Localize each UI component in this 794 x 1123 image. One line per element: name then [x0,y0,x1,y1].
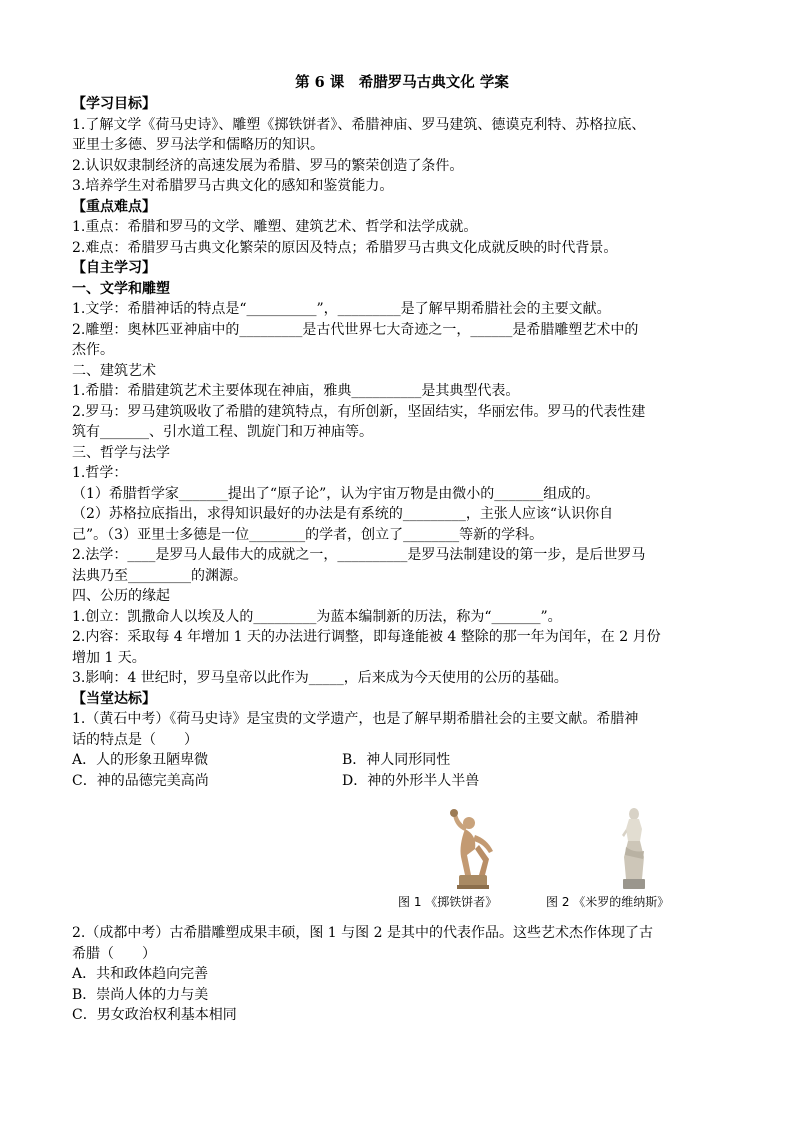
figure-venus-de-milo-image [614,805,654,891]
self-line: 2.罗马：罗马建筑吸收了希腊的建筑特点，有所创新，坚固结实，华丽宏伟。罗马的代表性建 [72,403,646,420]
option-a: A．人的形象丑陋卑微 [72,752,209,768]
option-a: A．共和政体趋向完善 [72,966,209,982]
goal-line: 亚里士多德、罗马法学和儒略历的知识。 [72,137,324,153]
section-heading-goals: 【学习目标】 [72,96,156,112]
question-2-stem: 希腊（ ） [72,945,156,962]
option-c: C．神的品德完美高尚 [72,772,209,789]
self-line: 1.哲学： [72,465,128,481]
self-line: 1.希腊：希腊建筑艺术主要体现在神庙，雅典__________是其典型代表。 [72,383,520,399]
self-line: 法典乃至_________的渊源。 [72,567,247,584]
self-line: 2.雕塑：奥林匹亚神庙中的_________是古代世界七大奇迹之一，______是希腊雕塑艺术中的 [72,321,639,338]
question-1-options-row [72,771,732,792]
worksheet-page [72,72,732,1026]
option-d: D．神的外形半人半兽 [342,772,480,789]
page-title: 第 6 课 希腊罗马古典文化 学案 [295,74,509,91]
option-b: B．崇尚人体的力与美 [72,986,209,1003]
self-line: 杰作。 [72,342,114,358]
self-line: （1）希腊哲学家_______提出了“原子论”，认为宇宙万物是由微小的_______组成的。 [72,485,600,502]
self-line: 筑有_______、引水道工程、凯旋门和万神庙等。 [72,424,373,440]
question-2-stem: 2.（成都中考）古希腊雕塑成果丰硕，图 1 与图 2 是其中的代表作品。这些艺术杰作体现了古 [72,925,653,941]
goal-line: 2.认识奴隶制经济的高速发展为希腊、罗马的繁荣创造了条件。 [72,157,464,174]
section-heading-self-study: 【自主学习】 [72,260,156,276]
section-heading-in-class: 【当堂达标】 [72,690,156,707]
question-1-stem: 话的特点是（ ） [72,731,198,748]
self-line: 2.法学：____是罗马人最伟大的成就之一，__________是罗马法制建设的第一步，是后世罗马 [72,547,646,563]
figure-2-caption: 图 2 《米罗的维纳斯》 [546,895,670,909]
key-line: 2.难点：希腊罗马古典文化繁荣的原因及特点；希腊罗马古典文化成就反映的时代背景。 [72,239,618,256]
option-c: C．男女政治权利基本相同 [72,1007,237,1023]
self-line: 1.创立：凯撒命人以埃及人的_________为蓝本编制新的历法，称为“_______”。 [72,608,562,625]
option-b: B．神人同形同性 [342,752,451,768]
question-1-options-row [72,750,732,771]
subheading-architecture: 二、建筑艺术 [72,362,156,379]
subheading-calendar: 四、公历的缘起 [72,588,170,604]
self-line: 3.影响：4 世纪时，罗马皇帝以此作为_____，后来成为今天使用的公历的基础。 [72,670,568,686]
section-heading-key: 【重点难点】 [72,198,156,215]
self-line: 己”。（3）亚里士多德是一位________的学者，创立了________等新的学科。 [72,526,544,543]
self-line: （2）苏格拉底指出，求得知识最好的办法是有系统的_________，主张人应该“认识你自 [72,506,614,522]
figure-1-caption: 图 1 《掷铁饼者》 [398,895,498,909]
goal-line: 3.培养学生对希腊罗马古典文化的感知和鉴赏能力。 [72,178,394,194]
self-line: 增加 1 天。 [72,649,146,666]
figures-area [72,805,732,917]
question-1-stem: 1.（黄石中考）《荷马史诗》是宝贵的文学遗产，也是了解早期希腊社会的主要文献。希腊神 [72,711,639,727]
goal-line: 1.了解文学《荷马史诗》、雕塑《掷铁饼者》、希腊神庙、罗马建筑、德谟克利特、苏格拉底、 [72,116,646,133]
subheading-philosophy-law: 三、哲学与法学 [72,444,170,461]
self-line: 2.内容：采取每 4 年增加 1 天的办法进行调整，即每逢能被 4 整除的那一年为闰年，在 2 月份 [72,629,661,645]
self-line: 1.文学：希腊神话的特点是“__________”，_________是了解早期希腊社会的主要文献。 [72,301,611,317]
key-line: 1.重点：希腊和罗马的文学、雕塑、建筑艺术、哲学和法学成就。 [72,219,478,235]
subheading-literature: 一、文学和雕塑 [72,280,170,297]
figure-discobolus-image [447,805,499,891]
